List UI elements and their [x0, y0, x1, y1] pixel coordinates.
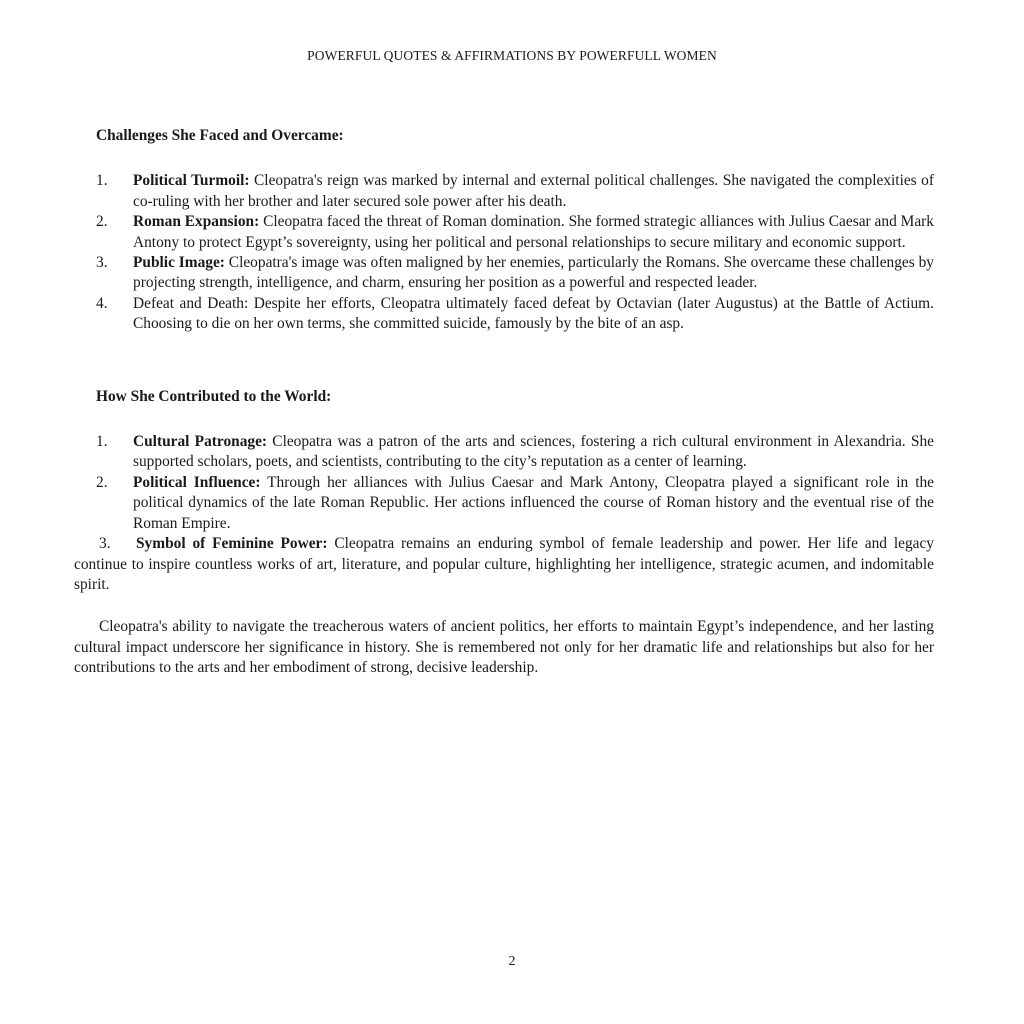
list-item-number: 2.	[96, 473, 108, 491]
challenges-heading: Challenges She Faced and Overcame:	[96, 127, 344, 144]
list-item	[74, 432, 934, 473]
list-item-term: Symbol of Feminine Power:	[136, 535, 328, 553]
list-item-text: Cleopatra remains an enduring symbol of female leadership and power. Her life and legacy continue to inspire countless works of art, literature, and popular culture, highlighting her intelligence, strategic acumen, and indomitable spirit.	[74, 535, 934, 593]
list-item-text: Cleopatra's image was often maligned by her enemies, particularly the Romans. She overcame these challenges by projecting strength, intelligence, and charm, ensuring her position as a powerful and respected leader.	[133, 254, 934, 292]
list-item-term: Public Image:	[133, 254, 225, 272]
list-item-number: 3.	[99, 535, 111, 553]
list-item	[74, 534, 934, 595]
list-item-number: 3.	[96, 254, 108, 272]
list-item	[74, 212, 934, 253]
page-header: POWERFUL QUOTES & AFFIRMATIONS BY POWERFULL WOMEN	[307, 48, 717, 63]
list-item-term: Cultural Patronage:	[133, 433, 268, 451]
list-item-number: 1.	[96, 172, 108, 190]
page-number: 2	[508, 954, 516, 969]
list-item	[74, 171, 934, 212]
list-item-number: 2.	[96, 213, 108, 231]
list-item-text: Through her alliances with Julius Caesar and Mark Antony, Cleopatra played a significant role in the political dynamics of the late Roman Republic. Her actions influenced the course of Roman history and the eventual rise of the Roman Empire.	[133, 473, 934, 532]
list-item-number: 1.	[96, 433, 108, 451]
list-item-text: Cleopatra faced the threat of Roman domination. She formed strategic alliances with Julius Caesar and Mark Antony to protect Egypt’s sovereignty, using her political and personal relationships to secure military and economic support.	[133, 213, 934, 251]
list-item-text: Cleopatra's reign was marked by internal and external political challenges. She navigated the complexities of co-ruling with her brother and later secured sole power after his death.	[133, 172, 934, 210]
page-content	[74, 126, 934, 679]
list-item	[74, 294, 934, 335]
list-item-term: Political Turmoil:	[133, 172, 250, 190]
list-item-text: Defeat and Death: Despite her efforts, Cleopatra ultimately faced defeat by Octavian (later Augustus) at the Battle of Actium. Choosing to die on her own terms, she committed suicide, famously by the bite of an asp.	[133, 294, 934, 333]
contributions-list	[74, 432, 934, 595]
contributions-heading: How She Contributed to the World:	[96, 387, 332, 405]
challenges-list	[74, 171, 934, 334]
summary-paragraph: Cleopatra's ability to navigate the treacherous waters of ancient politics, her efforts to maintain Egypt’s independence, and her lasting cultural impact underscore her significance in history. She is remembered not only for her dramatic life and relationships but also for her contributions to the arts and her embodiment of strong, decisive leadership.	[74, 618, 934, 677]
list-item-term: Political Influence:	[133, 473, 261, 491]
list-item-number: 4.	[96, 294, 108, 312]
list-item	[74, 253, 934, 294]
list-item-text: Cleopatra was a patron of the arts and sciences, fostering a rich cultural environment in Alexandria. She supported scholars, poets, and scientists, contributing to the city’s reputation as a center of learning.	[133, 433, 934, 471]
list-item	[74, 473, 934, 534]
list-item-term: Roman Expansion:	[133, 213, 260, 231]
